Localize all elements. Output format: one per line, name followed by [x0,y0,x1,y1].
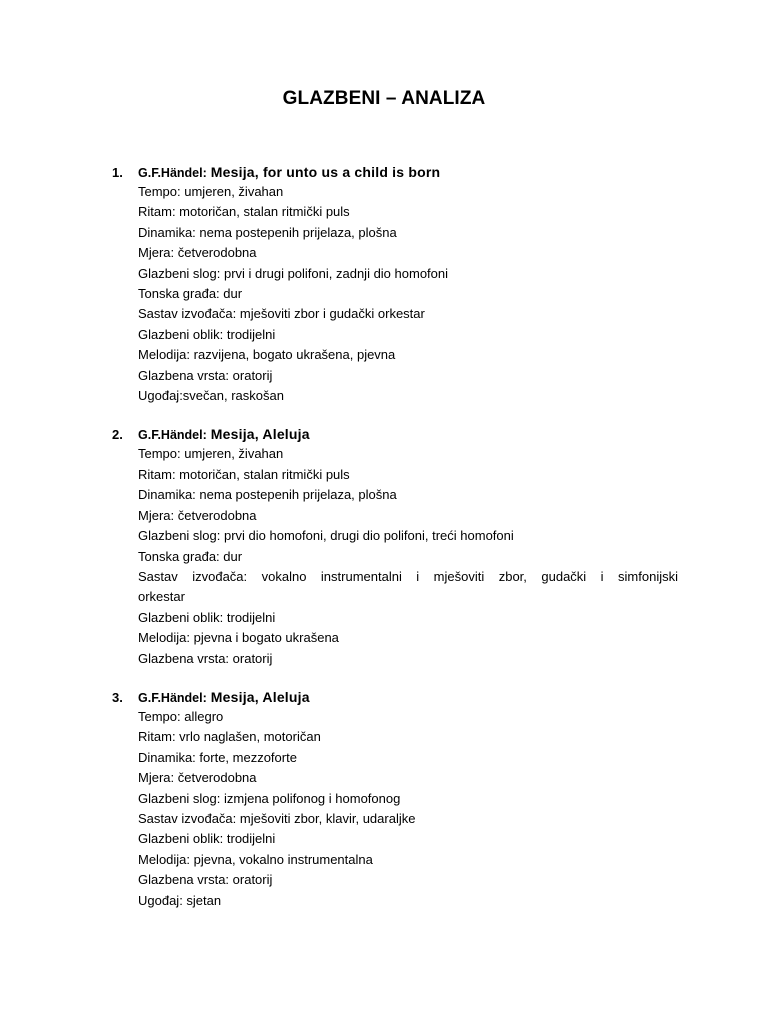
detail-melodija: Melodija: razvijena, bogato ukrašena, pjevna [138,347,396,363]
detail-mjera: Mjera: četverodobna [138,245,257,261]
detail-dinamika: Dinamika: nema postepenih prijelaza, plošna [138,487,397,503]
section-number: 2. [112,427,123,443]
detail-glazbeni-slog: Glazbeni slog: izmjena polifonog i homofonog [138,790,401,806]
analysis-list [112,162,678,929]
detail-ugodaj: Ugođaj: sjetan [138,892,222,908]
section-heading [112,687,678,707]
section-composer: G.F.Händel: [138,166,207,180]
detail-glazbena-vrsta: Glazbena vrsta: oratorij [138,650,273,666]
detail-dinamika: Dinamika: forte, mezzoforte [138,749,297,765]
detail-tonska-grada: Tonska građa: dur [138,548,243,564]
detail-glazbeni-oblik: Glazbeni oblik: trodijelni [138,609,276,625]
detail-glazbeni-slog: Glazbeni slog: prvi dio homofoni, drugi dio polifoni, treći homofoni [138,528,514,544]
analysis-section-2 [112,424,678,668]
section-heading [112,162,678,182]
detail-sastav-izvodaca: Sastav izvođača: mješoviti zbor i gudački orkestar [138,306,425,322]
detail-glazbeni-oblik: Glazbeni oblik: trodijelni [138,326,276,342]
section-composer: G.F.Händel: [138,690,207,705]
section-work-title: Mesija, Aleluja [210,688,310,705]
section-work-title: Mesija, for unto us a child is born [210,164,441,180]
detail-mjera: Mjera: četverodobna [138,770,257,786]
section-details [138,182,678,406]
detail-mjera: Mjera: četverodobna [138,507,257,523]
detail-glazbeni-slog: Glazbeni slog: prvi i drugi polifoni, zadnji dio homofoni [138,265,449,281]
detail-melodija: Melodija: pjevna, vokalno instrumentalna [138,851,373,867]
detail-tempo: Tempo: umjeren, živahan [138,446,284,462]
section-number: 1. [112,165,123,180]
detail-ritam: Ritam: vrlo naglašen, motoričan [138,729,321,745]
detail-melodija: Melodija: pjevna i bogato ukrašena [138,630,339,646]
detail-glazbena-vrsta: Glazbena vrsta: oratorij [138,872,273,888]
detail-sastav-izvodaca: Sastav izvođača: vokalno instrumentalni i mješoviti zbor, gudački i simfonijski [138,568,678,584]
detail-sastav-izvodaca: Sastav izvođača: mješoviti zbor, klavir, udaraljke [138,810,416,826]
section-heading [112,424,678,444]
detail-ugodaj: Ugođaj:svečan, raskošan [138,388,284,404]
document-title: GLAZBENI – ANALIZA [282,88,486,109]
section-composer: G.F.Händel: [138,428,207,443]
section-work-title: Mesija, Aleluja [210,426,310,443]
detail-tonska-grada: Tonska građa: dur [138,286,243,302]
detail-tempo: Tempo: allegro [138,708,224,724]
detail-ritam: Ritam: motoričan, stalan ritmički puls [138,204,350,220]
detail-sastav-izvodaca-cont: orkestar [138,589,185,605]
section-number: 3. [112,689,123,705]
analysis-section-3 [112,687,678,911]
detail-tempo: Tempo: umjeren, živahan [138,184,284,199]
section-details [138,707,678,911]
section-details [138,444,678,668]
detail-glazbena-vrsta: Glazbena vrsta: oratorij [138,367,273,383]
detail-dinamika: Dinamika: nema postepenih prijelaza, plošna [138,224,397,240]
detail-ritam: Ritam: motoričan, stalan ritmički puls [138,466,350,482]
analysis-section-1 [112,162,678,406]
detail-glazbeni-oblik: Glazbeni oblik: trodijelni [138,831,276,847]
